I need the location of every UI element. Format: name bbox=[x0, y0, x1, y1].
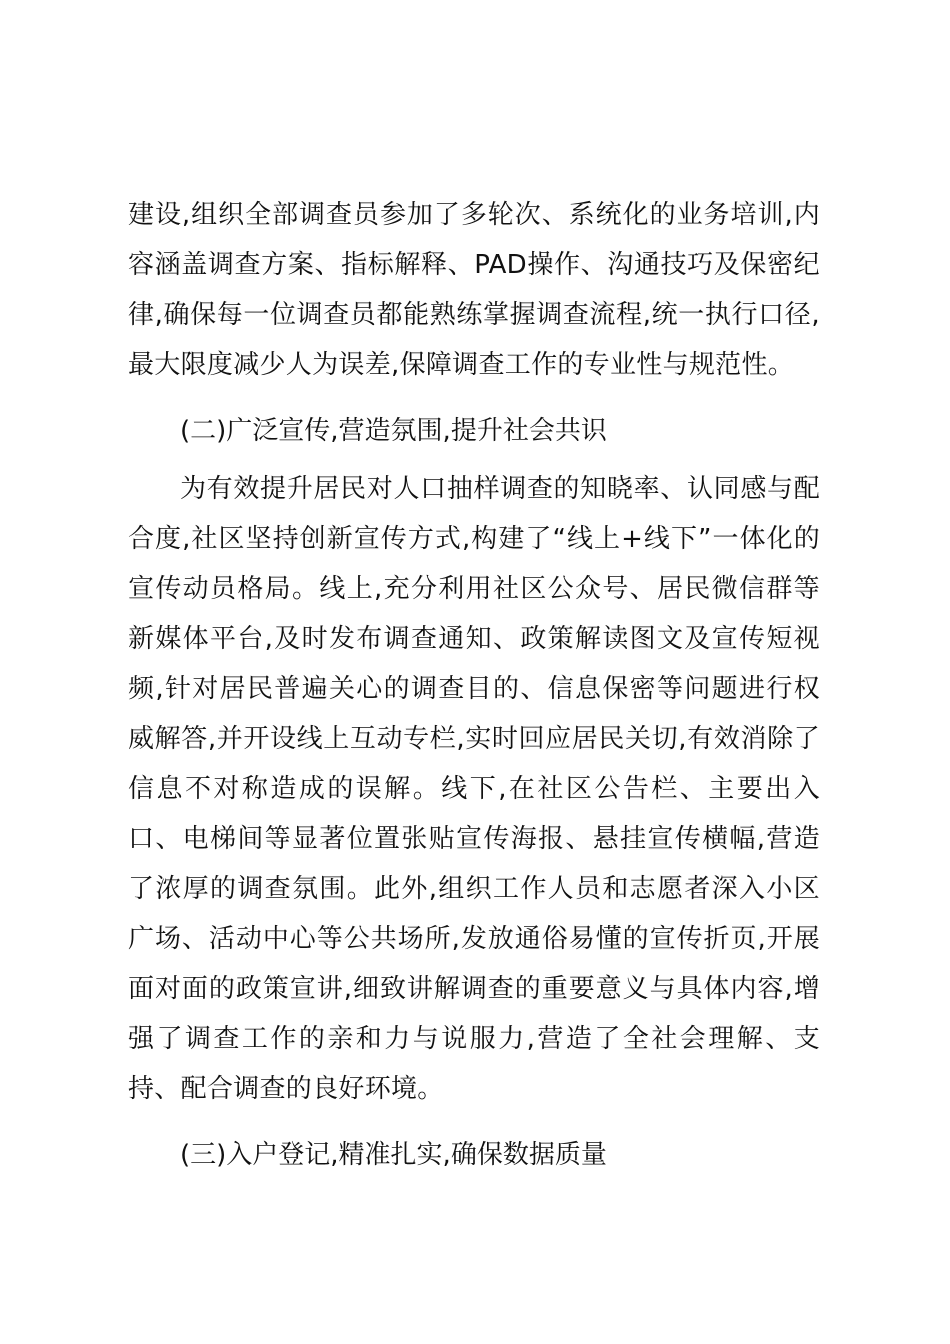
document-page bbox=[128, 190, 820, 1188]
section-heading-registration: (三)入户登记,精准扎实,确保数据质量 bbox=[180, 1140, 607, 1170]
section-heading-publicity: (二)广泛宣传,营造氛围,提升社会共识 bbox=[180, 416, 607, 446]
paragraph-training: 建设,组织全部调查员参加了多轮次、系统化的业务培训,内容涵盖调查方案、指标解释、PAD操作、沟通技巧及保密纪律,确保每一位调查员都能熟练掌握调查流程,统一执行口径,最大限度减少人为误差,保障调查工作的专业性与规范性。 bbox=[128, 200, 820, 380]
paragraph-publicity: 为有效提升居民对人口抽样调查的知晓率、认同感与配合度,社区坚持创新宣传方式,构建了“线上+线下”一体化的宣传动员格局。线上,充分利用社区公众号、居民微信群等新媒体平台,及时发布调查通知、政策解读图文及宣传短视频,针对居民普遍关心的调查目的、信息保密等问题进行权威解答,并开设线上互动专栏,实时回应居民关切,有效消除了信息不对称造成的误解。线下,在社区公告栏、主要出入口、电梯间等显著位置张贴宣传海报、悬挂宣传横幅,营造了浓厚的调查氛围。此外,组织工作人员和志愿者深入小区广场、活动中心等公共场所,发放通俗易懂的宣传折页,开展面对面的政策宣讲,细致讲解调查的重要意义与具体内容,增强了调查工作的亲和力与说服力,营造了全社会理解、支持、配合调查的良好环境。 bbox=[128, 474, 820, 1104]
